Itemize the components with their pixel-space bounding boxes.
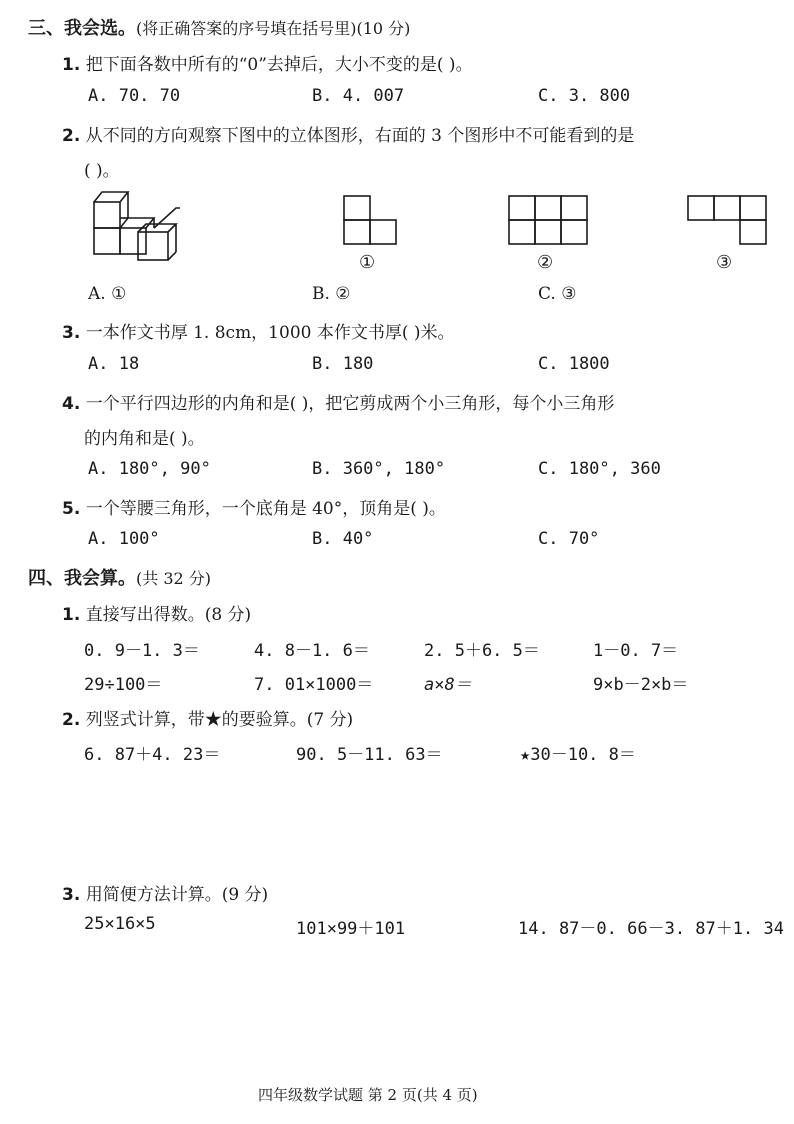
question-number: 2. <box>62 126 81 146</box>
option-b: B. 180 <box>312 354 374 374</box>
part-number: 1. <box>62 605 81 625</box>
simplify-item: 25×16×5 <box>84 914 156 934</box>
section-3-title: 三、我会选。 <box>28 18 136 39</box>
option-c: C. ③ <box>538 284 577 304</box>
part-text: 直接写出得数。(8 分) <box>85 605 252 625</box>
section-3-note: (将正确答案的序号填在括号里)(10 分) <box>136 19 411 38</box>
figure-label-1: ① <box>359 252 376 273</box>
section-4-title: 四、我会算。 <box>28 568 136 589</box>
calc-part-2 <box>62 705 353 730</box>
question-2-line2: ( )。 <box>84 161 120 181</box>
figure-label-3: ③ <box>716 252 733 273</box>
calc-part-1 <box>62 600 251 625</box>
section-3-heading <box>28 14 410 40</box>
calc-item: 4. 8－1. 6＝ <box>254 641 370 661</box>
option-a: A. 180°, 90° <box>88 459 211 479</box>
view-figure-2 <box>505 194 591 248</box>
question-1 <box>62 50 473 75</box>
calc-item: 9×b－2×b＝ <box>593 675 689 695</box>
view-figure-3 <box>684 194 770 248</box>
calc-item: a×8＝ <box>424 675 472 695</box>
option-a: A. ① <box>88 284 127 304</box>
part-text: 用简便方法计算。(9 分) <box>85 885 269 905</box>
question-4 <box>62 389 614 414</box>
question-3 <box>62 318 455 343</box>
option-b: B. 4. 007 <box>312 86 405 106</box>
vertical-calc-item: 90. 5－11. 63＝ <box>296 745 443 765</box>
simplify-item: 101×99＋101 <box>296 919 406 939</box>
option-c: C. 70° <box>538 529 600 549</box>
section-4-note: (共 32 分) <box>136 569 212 588</box>
calc-item: 2. 5＋6. 5＝ <box>424 641 540 661</box>
part-number: 3. <box>62 885 81 905</box>
option-c: C. 180°, 360 <box>538 459 661 479</box>
option-b: B. 360°, 180° <box>312 459 446 479</box>
option-c: C. 1800 <box>538 354 610 374</box>
vertical-calc-item: 6. 87＋4. 23＝ <box>84 745 221 765</box>
question-5 <box>62 494 446 519</box>
view-figure-1 <box>340 194 402 248</box>
question-number: 4. <box>62 394 81 414</box>
figure-label-2: ② <box>537 252 554 273</box>
cube-stack-figure <box>80 186 200 270</box>
question-text: 一个平行四边形的内角和是( )，把它剪成两个小三角形，每个小三角形 <box>85 394 615 414</box>
question-text: 把下面各数中所有的“0”去掉后，大小不变的是( )。 <box>85 55 473 75</box>
vertical-calc-item: ★30－10. 8＝ <box>520 745 636 765</box>
option-b: B. ② <box>312 284 351 304</box>
section-4-heading <box>28 564 211 590</box>
calc-item: 1－0. 7＝ <box>593 641 679 661</box>
question-number: 5. <box>62 499 81 519</box>
part-text: 列竖式计算，带★的要验算。(7 分) <box>85 710 354 730</box>
question-2 <box>62 121 634 146</box>
question-text: 一本作文书厚 1. 8cm，1000 本作文书厚( )米。 <box>85 323 455 343</box>
calc-part-3 <box>62 880 268 905</box>
option-a: A. 100° <box>88 529 160 549</box>
question-number: 3. <box>62 323 81 343</box>
question-4-line2: 的内角和是( )。 <box>84 429 205 449</box>
calc-item: 7. 01×1000＝ <box>254 675 374 695</box>
option-a: A. 70. 70 <box>88 86 181 106</box>
page-footer: 四年级数学试题 第 2 页(共 4 页) <box>258 1086 478 1104</box>
simplify-item: 14. 87－0. 66－3. 87＋1. 34 <box>518 919 784 939</box>
calc-item: 0. 9－1. 3＝ <box>84 641 200 661</box>
calc-item: 29÷100＝ <box>84 675 163 695</box>
option-a: A. 18 <box>88 354 140 374</box>
option-b: B. 40° <box>312 529 374 549</box>
question-text: 从不同的方向观察下图中的立体图形，右面的 3 个图形中不可能看到的是 <box>85 126 635 146</box>
question-number: 1. <box>62 55 81 75</box>
option-c: C. 3. 800 <box>538 86 631 106</box>
question-text: 一个等腰三角形，一个底角是 40°，顶角是( )。 <box>85 499 446 519</box>
part-number: 2. <box>62 710 81 730</box>
